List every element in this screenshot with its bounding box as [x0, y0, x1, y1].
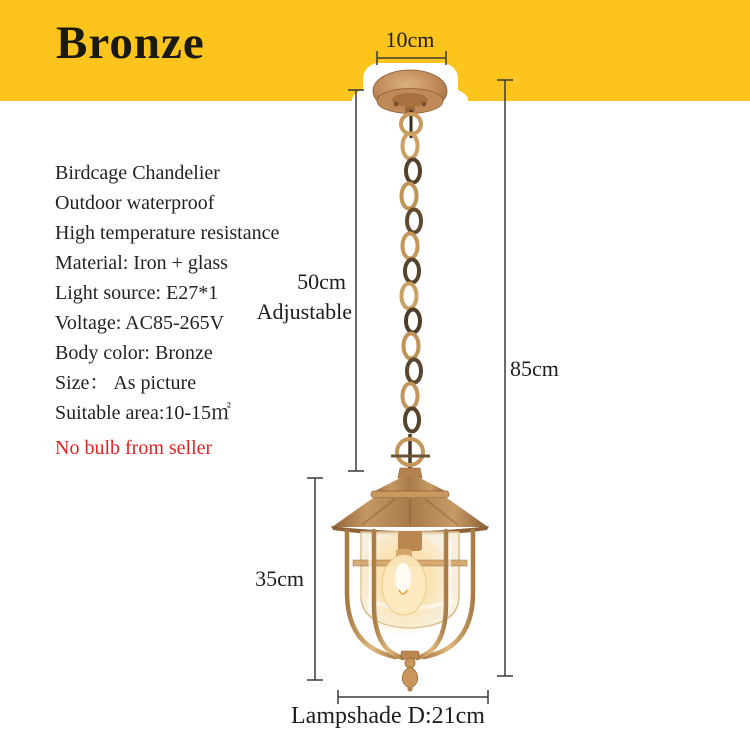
finial [401, 651, 419, 692]
dim-line-35cm [307, 478, 323, 680]
ceiling-canopy [373, 70, 447, 114]
dim-line-diameter [338, 690, 488, 704]
spec-line-voltage: Voltage: AC85-265V [55, 312, 225, 334]
spec-line-temperature: High temperature resistance [55, 222, 280, 244]
lamp-shade [331, 477, 489, 536]
spec-line-body-color: Body color: Bronze [55, 342, 213, 364]
connector-ring [391, 434, 430, 478]
label-lamp-height: 35cm [255, 566, 304, 591]
dim-line-10cm [377, 51, 446, 65]
label-canopy-width: 10cm [385, 27, 435, 52]
spec-line-waterproof: Outdoor waterproof [55, 192, 215, 214]
label-chain-length: 50cm [297, 269, 346, 294]
chain [402, 134, 422, 432]
label-lampshade-diameter: Lampshade D:21cm [291, 703, 485, 729]
spec-line-light-source: Light source: E27*1 [55, 282, 219, 304]
spec-line-suitable-area: Suitable area:10-15㎡ [55, 402, 232, 424]
no-bulb-warning: No bulb from seller [55, 437, 213, 459]
banner-title: Bronze [56, 17, 205, 69]
spec-line-material: Material: Iron + glass [55, 252, 228, 274]
label-chain-adjustable: Adjustable [256, 299, 352, 324]
label-total-height: 85cm [510, 356, 559, 381]
spec-line-product: Birdcage Chandelier [55, 162, 220, 184]
spec-line-size: Size： As picture [55, 372, 197, 394]
